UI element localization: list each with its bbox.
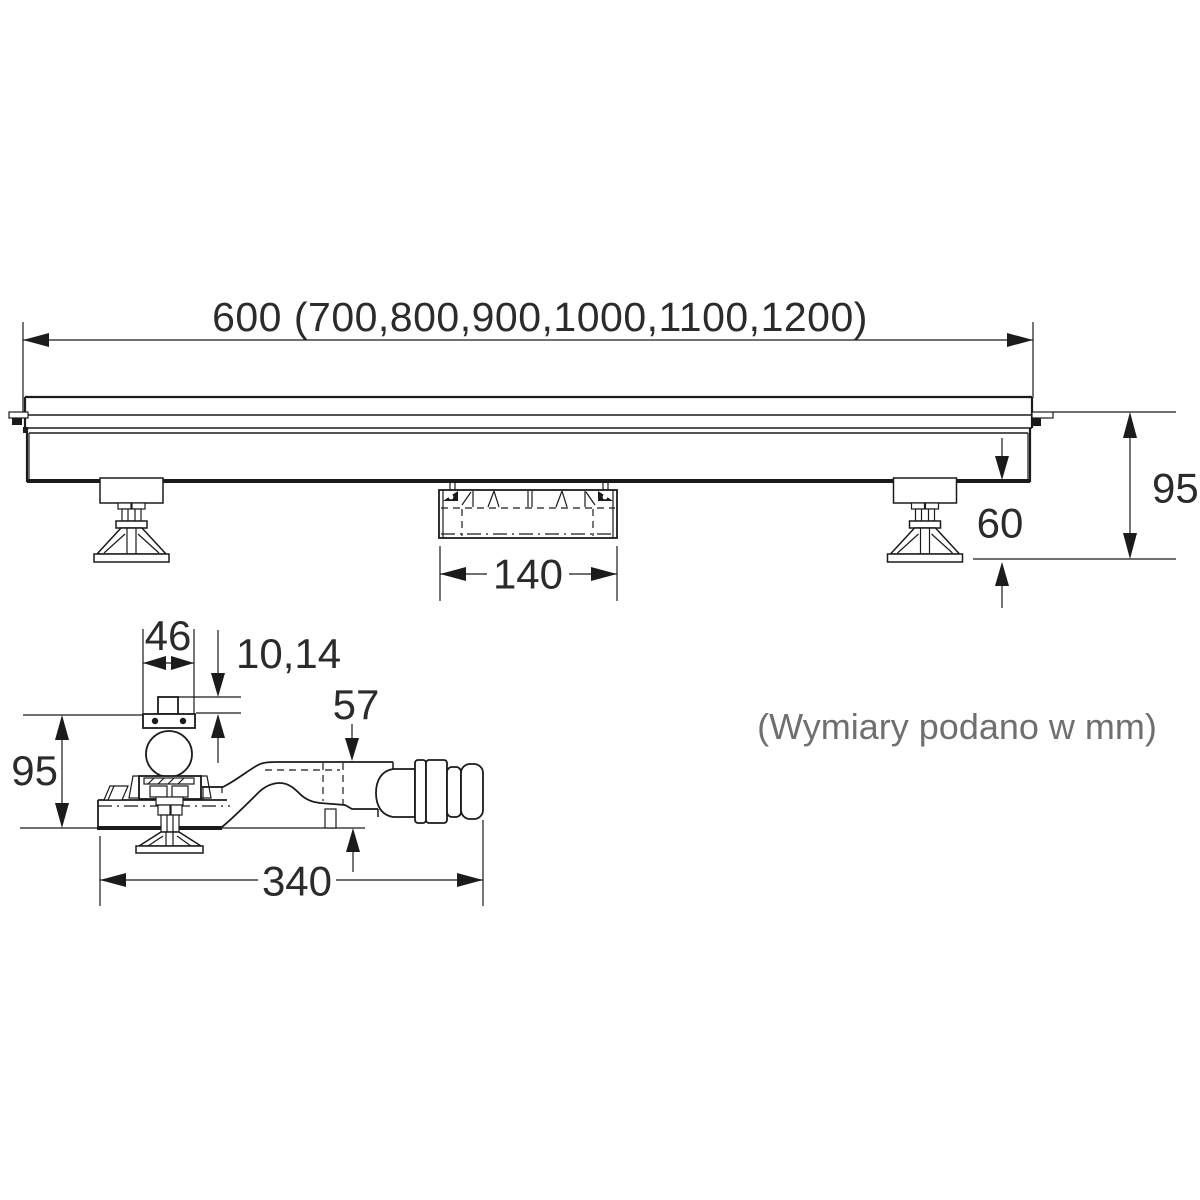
left-flange-clip bbox=[12, 418, 22, 425]
clearance-label: 60 bbox=[976, 499, 1024, 547]
grate-cap bbox=[158, 697, 178, 714]
arrowhead-down-icon bbox=[995, 456, 1009, 480]
left-step-detail bbox=[23, 427, 28, 433]
arrowhead-right-icon bbox=[457, 873, 483, 887]
arrowhead-up-icon bbox=[211, 714, 225, 738]
outlet-height-dimension bbox=[333, 681, 380, 872]
pipe-bottom-contour bbox=[222, 783, 378, 827]
trap-lever bbox=[562, 491, 567, 507]
foot-nut bbox=[171, 805, 182, 815]
trap-ball bbox=[146, 731, 192, 777]
ball-joint bbox=[376, 769, 415, 817]
adjustable-foot-side bbox=[136, 797, 203, 853]
foot-nut bbox=[158, 805, 170, 815]
arrowhead-up-icon bbox=[995, 562, 1009, 586]
side-view bbox=[11, 612, 483, 906]
channel-front bbox=[9, 397, 1053, 482]
arrowhead-down-icon bbox=[345, 738, 359, 761]
coupling-end-cap bbox=[461, 764, 483, 819]
arrowhead-left-icon bbox=[23, 333, 49, 347]
arrowhead-right-icon bbox=[1007, 333, 1033, 347]
arrowhead-down-icon bbox=[211, 673, 225, 697]
arrowhead-down-icon bbox=[55, 803, 69, 828]
trap-lever bbox=[462, 492, 471, 505]
flange-screw bbox=[180, 718, 186, 724]
trap-box bbox=[439, 483, 617, 538]
trap-lever bbox=[586, 492, 595, 505]
trap-lever bbox=[488, 491, 494, 507]
foot-spindle bbox=[161, 815, 179, 832]
trap-width-dimension bbox=[440, 546, 617, 601]
clamp-ring bbox=[426, 760, 447, 823]
ball-housing bbox=[129, 776, 211, 799]
height-label: 95 bbox=[1152, 464, 1199, 512]
rim-clip-left bbox=[104, 786, 128, 800]
side-height-dimension bbox=[11, 715, 143, 828]
pipe-top-contour bbox=[202, 762, 393, 787]
clearance-dimension-60 bbox=[977, 438, 1024, 608]
flange-plate bbox=[143, 714, 195, 728]
depth-dimension bbox=[100, 820, 483, 906]
front-view bbox=[9, 294, 1199, 608]
recess-label: 10,14 bbox=[236, 630, 342, 677]
right-flange-clip bbox=[1033, 418, 1041, 426]
arrowhead-left-icon bbox=[440, 567, 466, 581]
outlet-height-label: 57 bbox=[332, 681, 380, 728]
right-wall-flange bbox=[1032, 412, 1053, 418]
depth-label: 340 bbox=[261, 857, 333, 905]
trap-lever bbox=[494, 491, 499, 507]
housing-outline bbox=[139, 776, 201, 799]
arrowhead-up-icon bbox=[55, 715, 69, 740]
foot-plate bbox=[156, 797, 183, 805]
arrowhead-left-icon bbox=[100, 873, 126, 887]
foot-cone bbox=[139, 832, 201, 846]
left-wall-flange bbox=[9, 412, 28, 418]
recess-dimension bbox=[178, 630, 341, 763]
grate-width-label: 46 bbox=[144, 612, 192, 659]
trap-clip-hole bbox=[603, 495, 608, 500]
trap-clip-hole bbox=[449, 495, 454, 500]
outlet-pipe bbox=[202, 762, 393, 828]
length-dimension-label: 600 (700,800,900,1000,1100,1200) bbox=[212, 294, 868, 340]
foot-base-plate bbox=[136, 846, 203, 853]
units-note: (Wymiary podano w mm) bbox=[757, 706, 1157, 747]
trap-lever bbox=[556, 491, 562, 507]
coupling-collar bbox=[447, 767, 461, 817]
adjustable-foot-left bbox=[94, 478, 169, 562]
trap-width-label: 140 bbox=[492, 550, 564, 598]
arrowhead-up-icon bbox=[1123, 412, 1137, 438]
outlet-coupling bbox=[376, 760, 483, 823]
pipe-support-stub bbox=[325, 809, 336, 828]
flange-screw bbox=[152, 718, 158, 724]
side-height-label: 95 bbox=[11, 747, 58, 794]
arrowhead-down-icon bbox=[1123, 533, 1137, 559]
clamp-ring bbox=[415, 760, 426, 823]
arrowhead-up-icon bbox=[346, 828, 360, 852]
adjustable-foot-right bbox=[888, 478, 963, 562]
housing-bracket-left bbox=[129, 776, 139, 798]
arrowhead-right-icon bbox=[591, 567, 617, 581]
